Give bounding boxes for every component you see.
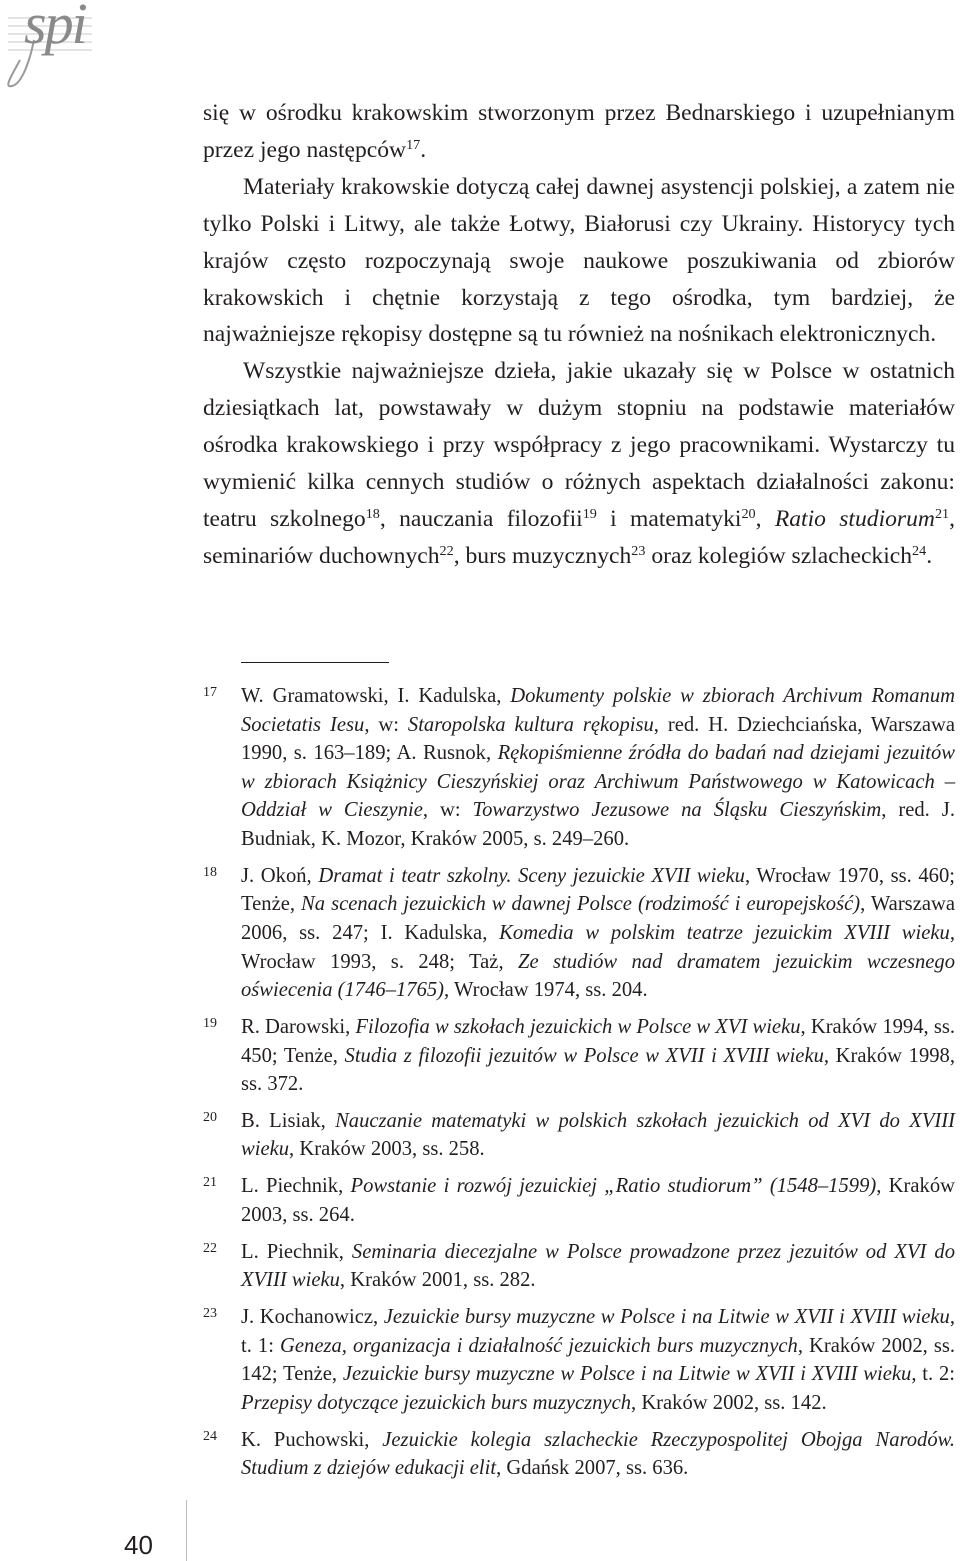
italic-title: Jezuickie bursy muzyczne w Polsce i na Litwie w XVII i XVIII wieku — [383, 1306, 950, 1328]
footnote-ref: 20 — [741, 506, 756, 523]
footnote-separator — [241, 662, 389, 663]
footnote — [203, 1107, 955, 1164]
footnote-ref: 17 — [406, 137, 421, 154]
footnote — [203, 1303, 955, 1417]
footnotes — [203, 682, 955, 1491]
text-run: , nauczania filozofii — [379, 505, 583, 532]
journal-logo — [0, 0, 96, 92]
text-run: , w: — [422, 799, 473, 822]
footnote-number: 17 — [203, 685, 217, 700]
text-run: , red. J. Budniak, K. Mozor, Kraków 2005, s. 249–260. — [241, 799, 955, 850]
text-run: , Kraków 1998, ss. 372. — [241, 1044, 955, 1096]
footnote — [203, 862, 955, 1005]
italic-title: Komedia w polskim teatrze jezuickim XVIII wieku — [499, 921, 950, 944]
text-run: , Warszawa 2006, ss. 247; I. Kadulska, — [241, 893, 955, 944]
footnote-number: 18 — [203, 864, 217, 880]
text-run: K. Puchowski, — [241, 1428, 383, 1451]
text-run: , Wrocław 1974, ss. 204. — [444, 979, 648, 1002]
footnote-number: 22 — [203, 1240, 217, 1256]
text-run: , Gdańsk 2007, ss. 636. — [496, 1457, 689, 1480]
footnote-number: 21 — [203, 1175, 217, 1191]
text-run: R. Darowski, — [241, 1015, 356, 1038]
italic-title: Towarzystwo Jezusowe na Śląsku Cieszyńskim — [472, 799, 882, 822]
text-run: B. Lisiak, — [241, 1109, 336, 1132]
footnote-text — [241, 682, 955, 854]
footnote-ref: 21 — [934, 506, 950, 523]
footnote-number: 19 — [203, 1015, 217, 1031]
footnote — [203, 1013, 955, 1099]
italic-title: Seminaria diecezjalne w Polsce prowadzone przez jezuitów od XVI do XVIII wieku — [241, 1240, 955, 1292]
footnote-text — [241, 1107, 955, 1164]
italic-title: Jezuickie bursy muzyczne w Polsce i na Litwie w XVII i XVIII wieku — [342, 1363, 912, 1386]
text-run: Wszystkie najważniejsze dzieła, jakie ukazały się w Polsce w ostatnich dziesiątkach lat, powstawały w dużym stopniu na podstawie materiałów ośrodka krakowskiego i przy współpracy z jego pracownikami. Wystarczy tu wymienić kilka cennych studiów o różnych aspektach działalności zakonu: teatru szkolnego — [203, 358, 955, 532]
text-run: , Kraków 2002, ss. 142. — [631, 1391, 827, 1414]
footnote-ref: 22 — [439, 543, 454, 560]
text-run: L. Piechnik, — [241, 1240, 352, 1263]
text-run: się w ośrodku krakowskim stworzonym przez Bednarskiego i uzupełnianym przez jego następców — [203, 100, 955, 163]
footnote-ref: 18 — [365, 506, 380, 523]
text-run: W. Gramatowski, I. Kadulska, — [241, 685, 511, 707]
footnote-ref: 23 — [631, 543, 646, 560]
italic-title: Nauczanie matematyki w polskich szkołach jezuickich od XVI do XVIII wieku — [241, 1109, 955, 1161]
text-run: oraz kolegiów szlacheckich — [645, 542, 913, 569]
footnote — [203, 1426, 955, 1483]
italic-title: Studia z filozofii jezuitów w Polsce w XVII i XVIII wieku — [344, 1044, 824, 1067]
footnote-text — [241, 862, 955, 1005]
italic-title: Dokumenty polskie w zbiorach Archivum Romanum Societatis Iesu — [241, 685, 955, 736]
paragraph — [203, 353, 955, 574]
text-run: . — [420, 136, 427, 163]
footnote-text — [241, 1013, 955, 1099]
main-text — [203, 95, 955, 575]
text-run: , Kraków 2003, ss. 264. — [241, 1175, 955, 1226]
italic-title: Jezuickie kolegia szlacheckie Rzeczypospolitej Obojga Narodów. Studium z dziejów edukacji elit — [241, 1428, 955, 1480]
italic-title: Na scenach jezuickich w dawnej Polsce (rodzimość i europejskość) — [301, 893, 861, 916]
text-run: , Wrocław 1970, ss. 460; Tenże, — [241, 864, 955, 916]
text-run: L. Piechnik, — [241, 1175, 351, 1198]
footnote-text — [241, 1426, 955, 1483]
footnote-ref: 24 — [912, 543, 927, 560]
footnote-text — [241, 1238, 955, 1295]
footnote-number: 23 — [203, 1306, 217, 1321]
italic-title: Staropolska kultura rękopisu — [407, 713, 654, 736]
text-run: , t. 2: — [911, 1363, 955, 1386]
footnote-text — [241, 1172, 955, 1229]
margin-divider — [186, 1500, 187, 1561]
italic-title: Powstanie i rozwój jezuickiej „Ratio studiorum” (1548–1599) — [350, 1175, 877, 1198]
text-run: , Kraków 2001, ss. 282. — [339, 1269, 536, 1292]
footnote-number: 20 — [203, 1109, 217, 1125]
page-number: 40 — [124, 1530, 153, 1560]
italic-title: Ze studiów nad dramatem jezuickim wczesnego oświecenia (1746–1765) — [241, 950, 955, 1002]
text-run: , Kraków 2002, ss. 142; Tenże, — [241, 1334, 956, 1386]
text-run: , t. 1: — [241, 1306, 955, 1357]
italic-title: Dramat i teatr szkolny. Sceny jezuickie XVII wieku — [318, 864, 745, 887]
text-run: , Kraków 1994, ss. 450; Tenże, — [241, 1015, 955, 1067]
paragraph — [203, 95, 955, 169]
text-run: , Kraków 2003, ss. 258. — [289, 1138, 485, 1161]
text-run: J. Okoń, — [241, 864, 319, 887]
text-run: , Wrocław 1993, s. 248; Taż, — [241, 921, 955, 973]
text-run: , seminariów duchownych — [203, 505, 956, 569]
italic-title: Przepisy dotyczące jezuickich burs muzycznych — [241, 1391, 632, 1414]
text-run: Materiały krakowskie dotyczą całej dawnej asystencji polskiej, a zatem nie tylko Polski i Litwy, ale także Łotwy, Białorusi czy Ukrainy. Historycy tych krajów często rozpoczynają swoje naukowe poszukiwania od zbiorów krakowskich i chętnie korzystają z tego ośrodka, tym bardziej, że najważniejsze rękopisy dostępne są tu również na nośnikach elektronicznych. — [203, 173, 955, 348]
footnote-number: 24 — [203, 1428, 217, 1444]
text-run: , burs muzycznych — [453, 542, 632, 569]
footnote — [203, 1172, 955, 1229]
text-run: , — [755, 505, 775, 532]
text-run: , w: — [364, 713, 408, 736]
footnote — [203, 682, 955, 854]
text-run: i matematyki — [596, 505, 742, 532]
footnote-text — [241, 1303, 955, 1417]
italic-title: Ratio studiorum — [774, 505, 935, 532]
italic-title: Filozofia w szkołach jezuickich w Polsce w XVI wieku — [355, 1015, 801, 1038]
footnote — [203, 1238, 955, 1295]
logo-text: spi — [24, 0, 86, 56]
italic-title: Geneza, organizacja i działalność jezuickich burs muzycznych — [280, 1334, 798, 1357]
paragraph — [203, 169, 955, 354]
text-run: , red. H. Dziechciańska, Warszawa 1990, s. 163–189; A. Rusnok, — [241, 713, 956, 765]
footnote-ref: 19 — [582, 506, 597, 523]
text-run: J. Kochanowicz, — [241, 1306, 384, 1328]
italic-title: Rękopiśmienne źródła do badań nad dziejami jezuitów w zbiorach Książnicy Cieszyńskiej oraz Archiwum Państwowego w Katowicach – Oddział w Cieszynie — [241, 742, 956, 822]
text-run: . — [926, 542, 933, 569]
